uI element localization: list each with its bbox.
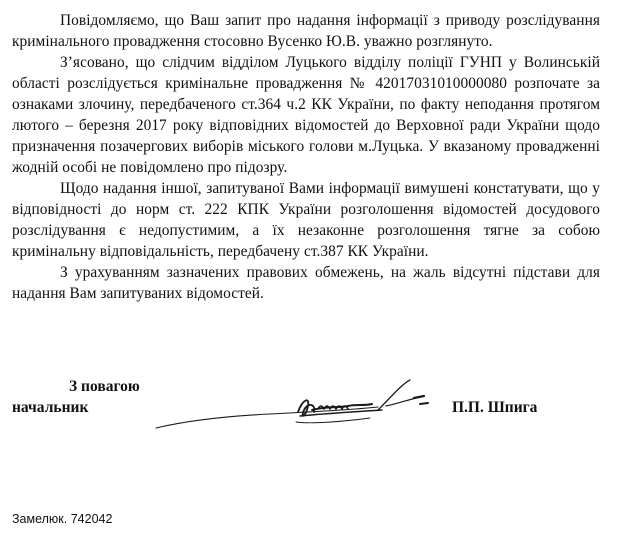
paragraph-disclosure-restriction: Щодо надання іншої, запитуваної Вами інформації вимушені констатувати, що у відповідності до норм ст. 222 КПК України розголошення відомостей досудового розслідування є недопустимим, а їх незаконне розголошення тягне за собою кримінальну відповідальність, передбачену ст.387 КК України. <box>12 180 600 260</box>
handwritten-signature <box>150 376 450 434</box>
signer-title: начальник <box>12 399 89 416</box>
paragraph-request-reviewed: Повідомляємо, що Ваш запит про надання інформації з приводу розслідування кримінального провадження стосовно Вусенко Ю.В. уважно розглянуто. <box>12 12 600 50</box>
letter-body <box>12 10 600 304</box>
paragraph-investigation-details: З’ясовано, що слідчим відділом Луцького відділу поліції ГУНП у Волинській області розслідується кримінальне провадження № 42017031010000080 розпочате за ознаками злочину, передбаченого ст.364 ч.2 КК України, по факту неподання протягом лютого – березня 2017 року відповідних відомостей до Верховної ради України щодо призначення позачергових виборів міського голови м.Луцька. У вказаному провадженні жодній особі не повідомлено про підозру. <box>12 54 600 176</box>
closing-regards: З повагою <box>69 378 140 395</box>
signer-name: П.П. Шпига <box>452 399 538 416</box>
signature-block <box>0 376 617 436</box>
closing-lines <box>12 376 140 418</box>
executor-reference: Замелюк. 742042 <box>12 512 113 526</box>
paragraph-conclusion: З урахуванням зазначених правових обмежень, на жаль відсутні підстави для надання Вам запитуваних відомостей. <box>12 264 600 302</box>
